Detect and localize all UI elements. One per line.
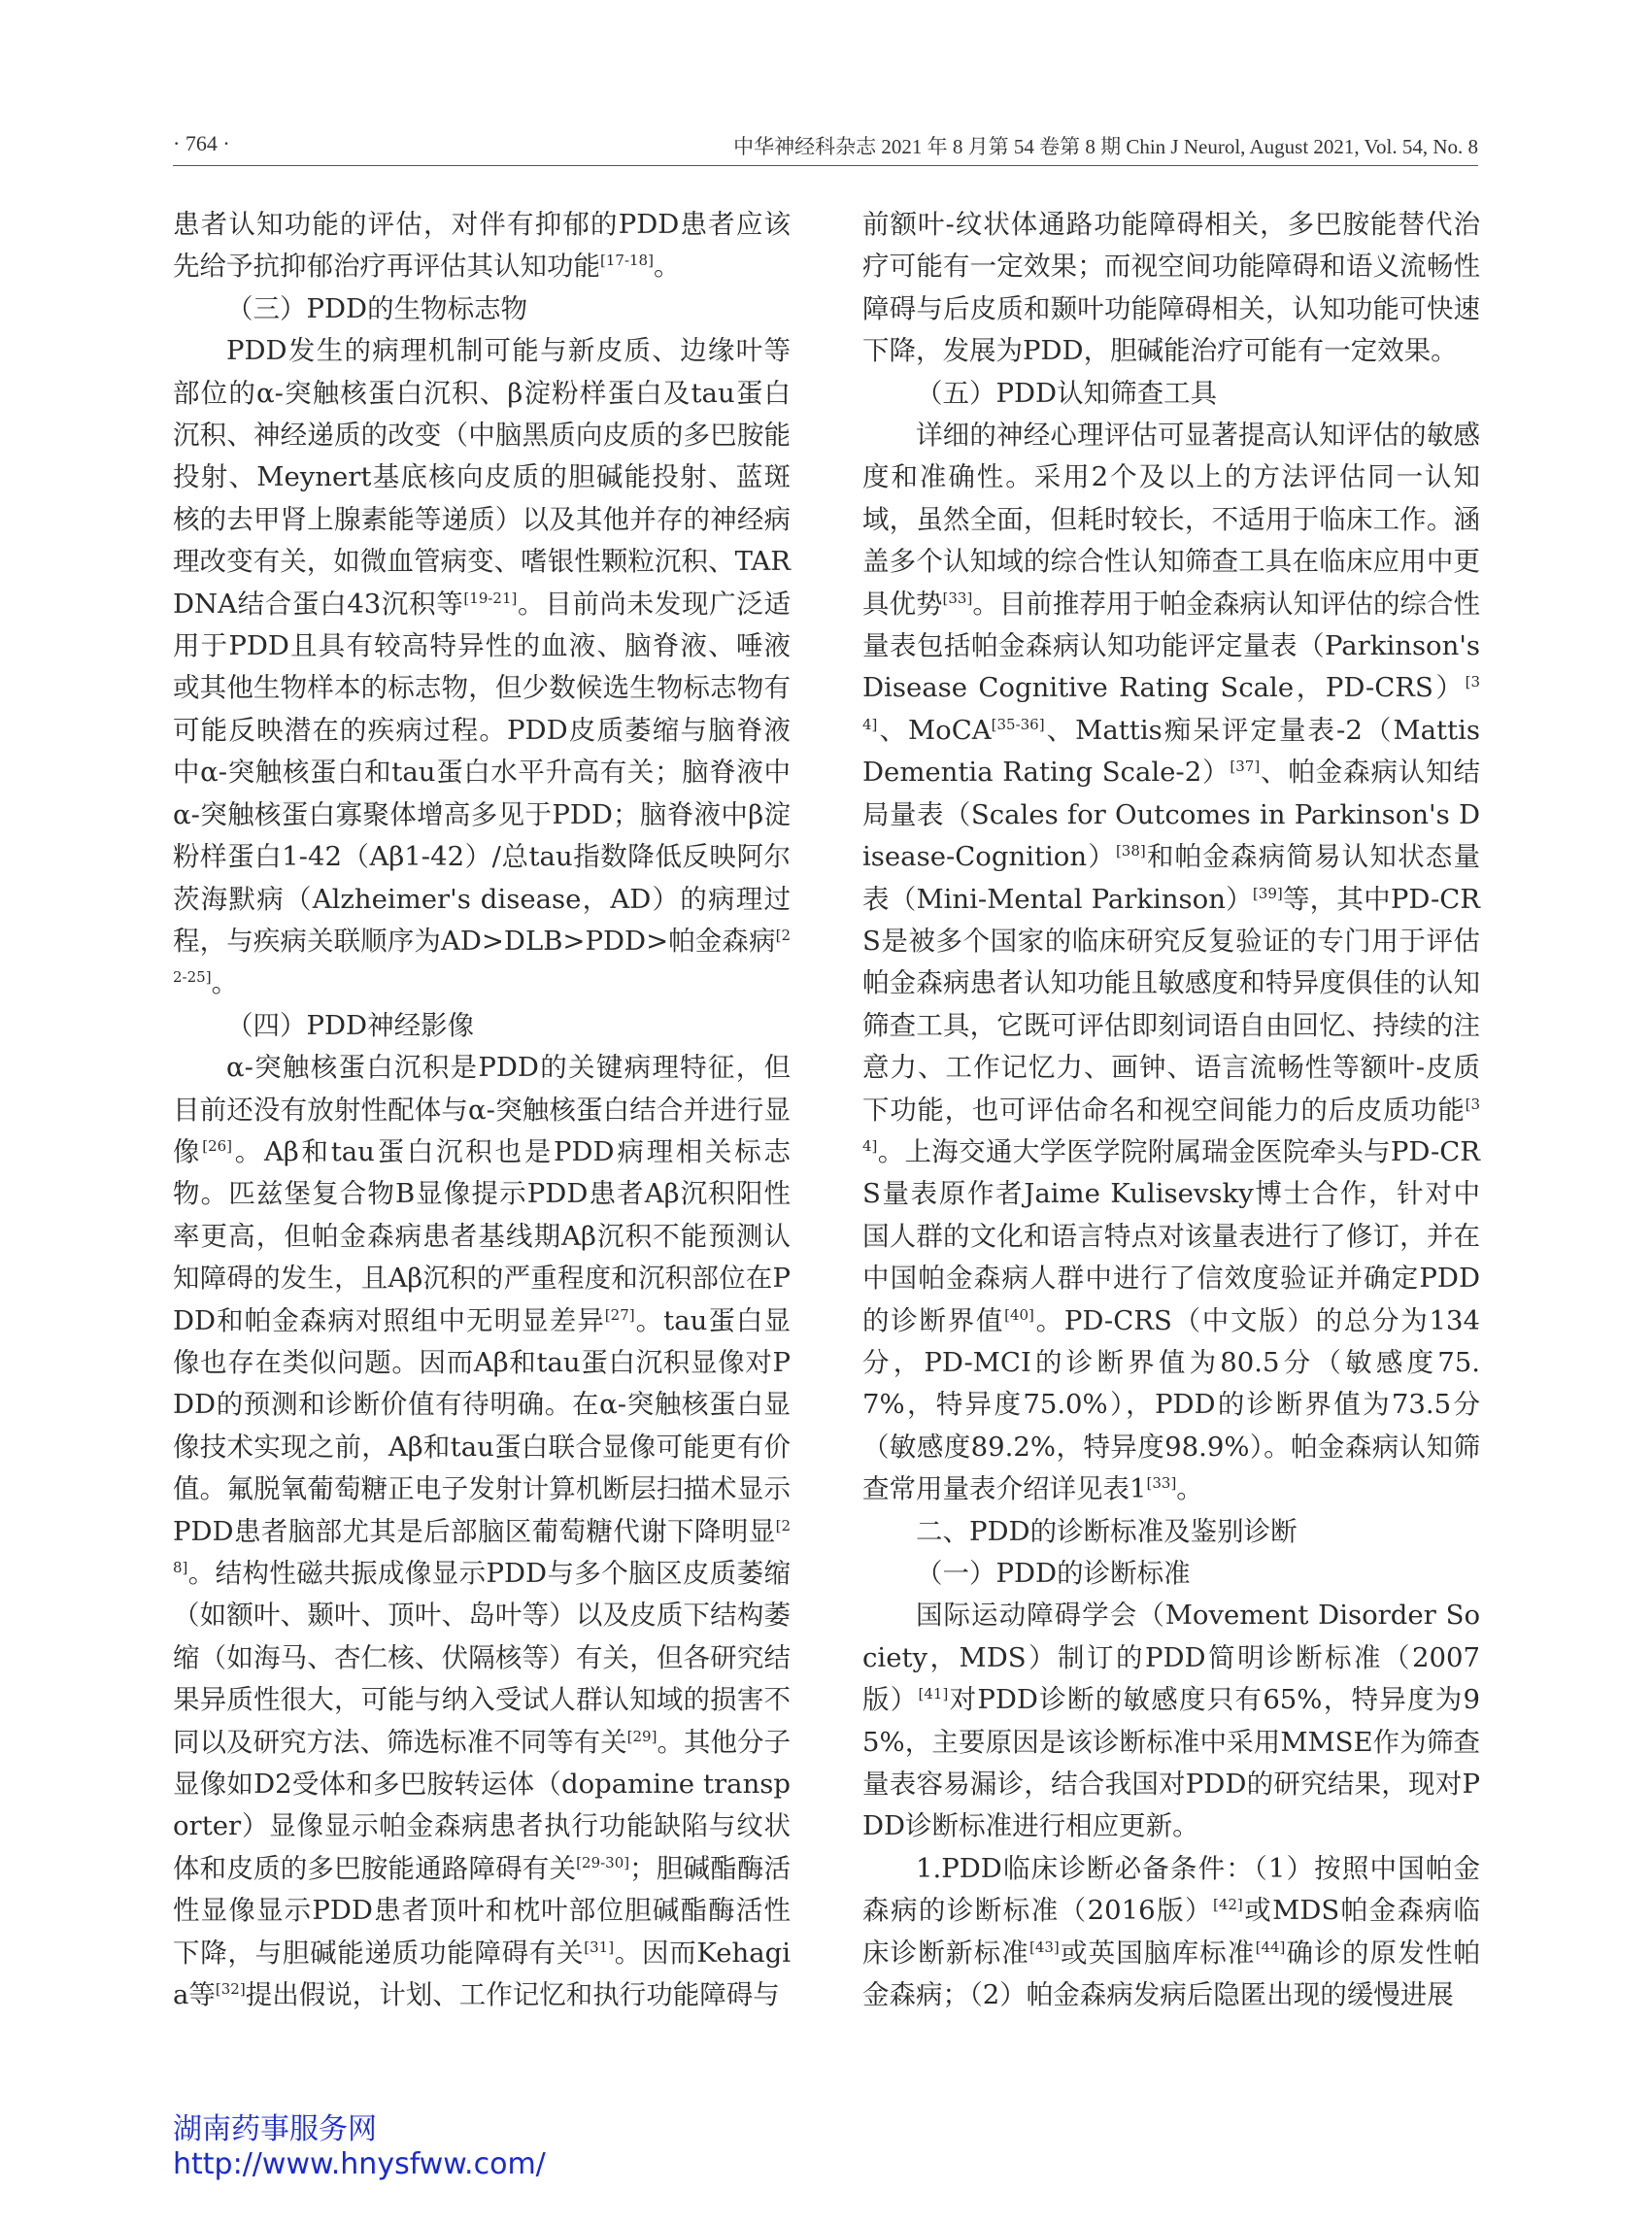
journal-header: 中华神经科杂志 2021 年 8 月第 54 卷第 8 期 Chin J Neurol, August 2021, Vol. 54, No. 8 bbox=[733, 135, 1478, 158]
citation[interactable]: [17-18] bbox=[600, 252, 654, 270]
section-heading: （五）PDD认知筛查工具 bbox=[916, 377, 1218, 409]
citation[interactable]: [41] bbox=[918, 1685, 949, 1703]
citation[interactable]: [42] bbox=[1212, 1896, 1243, 1914]
citation[interactable]: [44] bbox=[1255, 1938, 1286, 1956]
header-rule bbox=[173, 165, 1478, 166]
right-column bbox=[862, 204, 1480, 2016]
paragraph: 前额叶-纹状体通路功能障碍相关，多巴胺能替代治疗可能有一定效果；而视空间功能障碍和语义流畅性障碍与后皮质和颞叶功能障碍相关，认知功能可快速下降，发展为PDD，胆碱能治疗可能有一定效果。 bbox=[862, 209, 1480, 367]
citation[interactable]: [22-25] bbox=[173, 926, 791, 987]
section-heading: 二、PDD的诊断标准及鉴别诊断 bbox=[916, 1515, 1298, 1547]
citation[interactable]: [29] bbox=[626, 1727, 657, 1745]
citation[interactable]: [40] bbox=[1004, 1305, 1034, 1324]
citation[interactable]: [35-36] bbox=[991, 715, 1045, 733]
citation[interactable]: [19-21] bbox=[463, 589, 518, 607]
citation[interactable]: [31] bbox=[584, 1938, 615, 1956]
paragraph: PDD发生的病理机制可能与新皮质、边缘叶等部位的α-突触核蛋白沉积、β淀粉样蛋白及tau蛋白沉积、神经递质的改变（中脑黑质向皮质的多巴胺能投射、Meynert基底核向皮质的胆碱能投射、蓝斑核的去甲肾上腺素能等递质）以及其他并存的神经病理改变有关，如微血管病变、嗜银性颗粒沉积、TAR DNA结合蛋白43沉积等[19-21]。目前尚未发现广泛适用于PDD且具有较高特异性的血液、脑脊液、唾液或其他生物样本的标志物，但少数候选生物标志物有可能反映潜在的疾病过程。PDD皮质萎缩与脑脊液中α-突触核蛋白和tau蛋白水平升高有关；脑脊液中α-突触核蛋白寡聚体增高多见于PDD；脑脊液中β淀粉样蛋白1-42（Aβ1-42）/总tau指数降低反映阿尔茨海默病（Alzheimer's disease，AD）的病理过程，与疾病关联顺序为AD>DLB>PDD>帕金森病[22-25]。 bbox=[173, 335, 791, 999]
subsection-heading: （一）PDD的诊断标准 bbox=[916, 1558, 1191, 1589]
citation[interactable]: [43] bbox=[1028, 1938, 1060, 1956]
citation[interactable]: [37] bbox=[1230, 758, 1261, 776]
section-heading: （四）PDD神经影像 bbox=[226, 1009, 475, 1041]
citation[interactable]: [27] bbox=[604, 1305, 635, 1324]
paragraph: α-突触核蛋白沉积是PDD的关键病理特征，但目前还没有放射性配体与α-突触核蛋白结合并进行显像[26]。Aβ和tau蛋白沉积也是PDD病理相关标志物。匹兹堡复合物B显像提示PDD患者Aβ沉积阳性率更高，但帕金森病患者基线期Aβ沉积不能预测认知障碍的发生，且Aβ沉积的严重程度和沉积部位在PDD和帕金森病对照组中无明显差异[27]。tau蛋白显像也存在类似问题。因而Aβ和tau蛋白沉积显像对PDD的预测和诊断价值有待明确。在α-突触核蛋白显像技术实现之前，Aβ和tau蛋白联合显像可能更有价值。氟脱氧葡萄糖正电子发射计算机断层扫描术显示PDD患者脑部尤其是后部脑区葡萄糖代谢下降明显[28]。结构性磁共振成像显示PDD与多个脑区皮质萎缩（如额叶、颞叶、顶叶、岛叶等）以及皮质下结构萎缩（如海马、杏仁核、伏隔核等）有关，但各研究结果异质性很大，可能与纳入受试人群认知域的损害不同以及研究方法、筛选标准不同等有关[29]。其他分子显像如D2受体和多巴胺转运体（dopamine transporter）显像显示帕金森病患者执行功能缺陷与纹状体和皮质的多巴胺能通路障碍有关[29-30]；胆碱酯酶活性显像显示PDD患者顶叶和枕叶部位胆碱酯酶活性下降，与胆碱能递质功能障碍有关[31]。因而Kehagia等[32]提出假说，计划、工作记忆和执行功能障碍与 bbox=[173, 1052, 792, 2011]
paragraph: 患者认知功能的评估，对伴有抑郁的PDD患者应该先给予抗抑郁治疗再评估其认知功能[17-18]。 bbox=[173, 209, 791, 283]
citation[interactable]: [32] bbox=[215, 1980, 246, 1999]
paragraph: 1.PDD临床诊断必备条件：（1）按照中国帕金森病的诊断标准（2016版）[42]或MDS帕金森病临床诊断新标准[43]或英国脑库标准[44]确诊的原发性帕金森病；（2）帕金森病发病后隐匿出现的缓慢进展 bbox=[862, 1852, 1481, 2011]
citation[interactable]: [33] bbox=[1146, 1474, 1177, 1493]
paragraph: 详细的神经心理评估可显著提高认知评估的敏感度和准确性。采用2个及以上的方法评估同一认知域，虽然全面，但耗时较长，不适用于临床工作。涵盖多个认知域的综合性认知筛查工具在临床应用中更具优势[33]。目前推荐用于帕金森病认知评估的综合性量表包括帕金森病认知功能评定量表（Parkinson's Disease Cognitive Rating Scale，PD-CRS）[34]、MoCA[35-36]、Mattis痴呆评定量表-2（Mattis Dementia Rating Scale-2）[37]、帕金森病认知结局量表（Scales for Outcomes in Parkinson's Disease-Cognition）[38]和帕金森病简易认知状态量表（Mini-Mental Parkinson）[39]等，其中PD-CRS是被多个国家的临床研究反复验证的专门用于评估帕金森病患者认知功能且敏感度和特异度俱佳的认知筛查工具，它既可评估即刻词语自由回忆、持续的注意力、工作记忆力、画钟、语言流畅性等额叶-皮质下功能，也可评估命名和视空间能力的后皮质功能[34]。上海交通大学医学院附属瑞金医院牵头与PD-CRS量表原作者Jaime Kulisevsky博士合作，针对中国人群的文化和语言特点对该量表进行了修订，并在中国帕金森病人群中进行了信效度验证并确定PDD的诊断界值[40]。PD-CRS（中文版）的总分为134分，PD-MCI的诊断界值为80.5分（敏感度75.7%，特异度75.0%），PDD的诊断界值为73.5分（敏感度89.2%，特异度98.9%）。帕金森病认知筛查常用量表介绍详见表1[33]。 bbox=[862, 420, 1481, 1505]
citation[interactable]: [38] bbox=[1115, 842, 1146, 860]
watermark-url[interactable]: http://www.hnysfww.com/ bbox=[173, 2147, 546, 2181]
citation[interactable]: [26] bbox=[202, 1136, 233, 1155]
citation[interactable]: [34] bbox=[862, 673, 1480, 733]
citation[interactable]: [28] bbox=[173, 1516, 791, 1576]
section-heading: （三）PDD的生物标志物 bbox=[226, 292, 528, 324]
citation[interactable]: [39] bbox=[1252, 884, 1283, 902]
left-column bbox=[173, 204, 791, 2016]
citation[interactable]: [29-30] bbox=[576, 1853, 630, 1871]
paragraph: 国际运动障碍学会（Movement Disorder Society，MDS）制订的PDD简明诊断标准（2007版）[41]对PDD诊断的敏感度只有65%，特异度为95%，主要原因是该诊断标准中采用MMSE作为筛查量表容易漏诊，结合我国对PDD的研究结果，现对PDD诊断标准进行相应更新。 bbox=[862, 1600, 1481, 1842]
citation[interactable]: [34] bbox=[862, 1095, 1480, 1155]
citation[interactable]: [33] bbox=[942, 589, 973, 607]
watermark-title: 湖南药事服务网 bbox=[173, 2112, 377, 2146]
page-number: · 764 · bbox=[173, 131, 230, 155]
